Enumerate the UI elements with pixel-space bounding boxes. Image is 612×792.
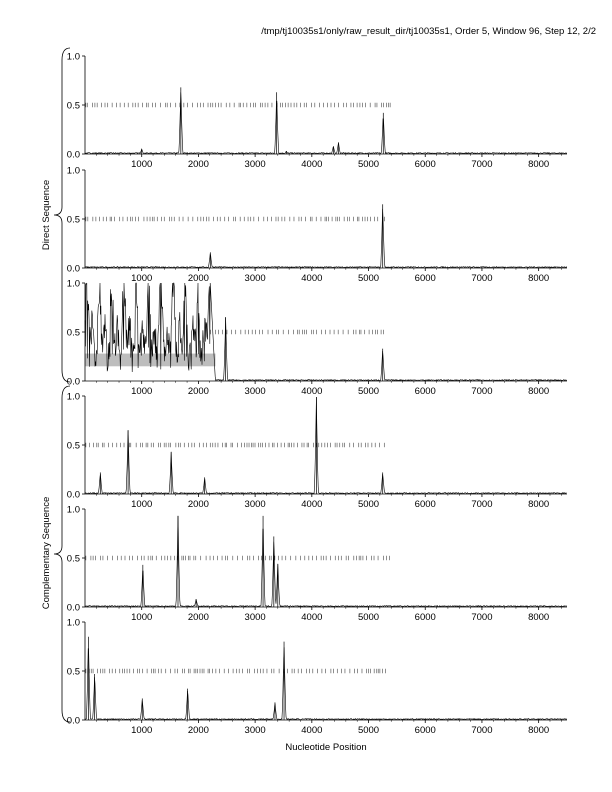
y-tick-label: 0.0 — [66, 715, 80, 727]
x-tick-label: 3000 — [244, 159, 266, 170]
y-tick-label: 0.0 — [66, 489, 80, 501]
panel-4 — [67, 392, 567, 511]
series-line — [85, 516, 567, 607]
x-tick-label: 1000 — [131, 273, 153, 284]
y-tick-label: 0.5 — [66, 100, 80, 112]
series-line — [85, 647, 567, 719]
x-tick-label: 2000 — [187, 159, 209, 170]
panel-5 — [67, 505, 567, 624]
x-tick-label: 5000 — [357, 499, 380, 510]
x-tick-label: 2000 — [187, 725, 209, 736]
x-tick-label: 5000 — [357, 612, 380, 623]
x-tick-label: 5000 — [357, 725, 380, 736]
codon-ticks — [86, 669, 386, 673]
x-tick-label: 5000 — [357, 386, 380, 397]
x-tick-label: 1000 — [131, 612, 153, 623]
x-tick-label: 7000 — [471, 499, 493, 510]
x-tick-label: 4000 — [301, 159, 323, 170]
x-tick-label: 5000 — [357, 159, 380, 170]
x-tick-label: 7000 — [471, 612, 493, 623]
x-tick-label: 7000 — [471, 386, 493, 397]
x-tick-label: 8000 — [528, 725, 550, 736]
x-tick-label: 1000 — [131, 159, 153, 170]
codon-ticks — [86, 103, 390, 107]
y-tick-label: 0.5 — [66, 666, 80, 678]
x-tick-label: 3000 — [244, 273, 266, 284]
x-tick-label: 1000 — [131, 386, 153, 397]
x-tick-label: 5000 — [357, 273, 380, 284]
x-tick-label: 7000 — [471, 273, 493, 284]
y-tick-label: 0.5 — [66, 553, 80, 565]
y-tick-label: 0.5 — [66, 327, 80, 339]
panel-2 — [67, 166, 567, 285]
y-tick-label: 0.5 — [66, 440, 80, 452]
series-line — [85, 397, 567, 494]
y-tick-label: 1.0 — [66, 391, 80, 403]
y-tick-label: 0.0 — [66, 263, 80, 275]
series-line — [85, 92, 567, 153]
y-tick-label: 1.0 — [66, 617, 80, 629]
y-tick-label: 0.0 — [66, 376, 80, 388]
panel-1 — [67, 52, 567, 171]
x-axis-label: Nucleotide Position — [285, 742, 367, 753]
x-tick-label: 3000 — [244, 725, 266, 736]
series-line — [85, 283, 567, 381]
x-tick-label: 4000 — [301, 725, 323, 736]
panel-6 — [67, 618, 567, 737]
panels — [67, 52, 567, 737]
x-tick-label: 1000 — [131, 499, 153, 510]
x-tick-label: 4000 — [301, 273, 323, 284]
x-tick-label: 3000 — [244, 612, 266, 623]
file-header: /tmp/tj10035s1/only/raw_result_dir/tj10035s1, Order 5, Window 96, Step 12, 2/2 — [261, 26, 596, 37]
x-tick-label: 8000 — [528, 499, 550, 510]
x-tick-label: 6000 — [414, 612, 436, 623]
x-tick-label: 4000 — [301, 386, 323, 397]
y-tick-label: 1.0 — [66, 278, 80, 290]
x-tick-label: 2000 — [187, 386, 209, 397]
y-tick-label: 0.0 — [66, 149, 80, 161]
x-tick-label: 6000 — [414, 273, 436, 284]
y-tick-label: 0.5 — [66, 214, 80, 226]
codon-ticks — [86, 217, 385, 221]
x-tick-label: 6000 — [414, 725, 436, 736]
codon-ticks — [211, 330, 384, 334]
x-tick-label: 2000 — [187, 612, 209, 623]
panel-3 — [67, 279, 567, 398]
x-tick-label: 8000 — [528, 159, 550, 170]
x-tick-label: 3000 — [244, 499, 266, 510]
x-tick-label: 2000 — [187, 499, 209, 510]
x-tick-label: 8000 — [528, 386, 550, 397]
x-tick-label: 3000 — [244, 386, 266, 397]
x-tick-label: 6000 — [414, 499, 436, 510]
x-tick-label: 4000 — [301, 612, 323, 623]
x-tick-label: 6000 — [414, 159, 436, 170]
group-label-direct: Direct Sequence — [41, 179, 52, 251]
x-tick-label: 8000 — [528, 273, 550, 284]
x-tick-label: 2000 — [187, 273, 209, 284]
x-tick-label: 7000 — [471, 159, 493, 170]
x-tick-label: 6000 — [414, 386, 436, 397]
y-tick-label: 1.0 — [66, 51, 80, 63]
x-tick-label: 4000 — [301, 499, 323, 510]
y-tick-label: 0.0 — [66, 602, 80, 614]
y-tick-label: 1.0 — [66, 504, 80, 516]
codon-ticks — [86, 443, 384, 447]
codon-ticks — [86, 556, 390, 560]
group-label-complementary: Complementary Sequence — [41, 496, 52, 610]
x-tick-label: 7000 — [471, 725, 493, 736]
x-tick-label: 8000 — [528, 612, 550, 623]
x-tick-label: 1000 — [131, 725, 153, 736]
y-tick-label: 1.0 — [66, 165, 80, 177]
